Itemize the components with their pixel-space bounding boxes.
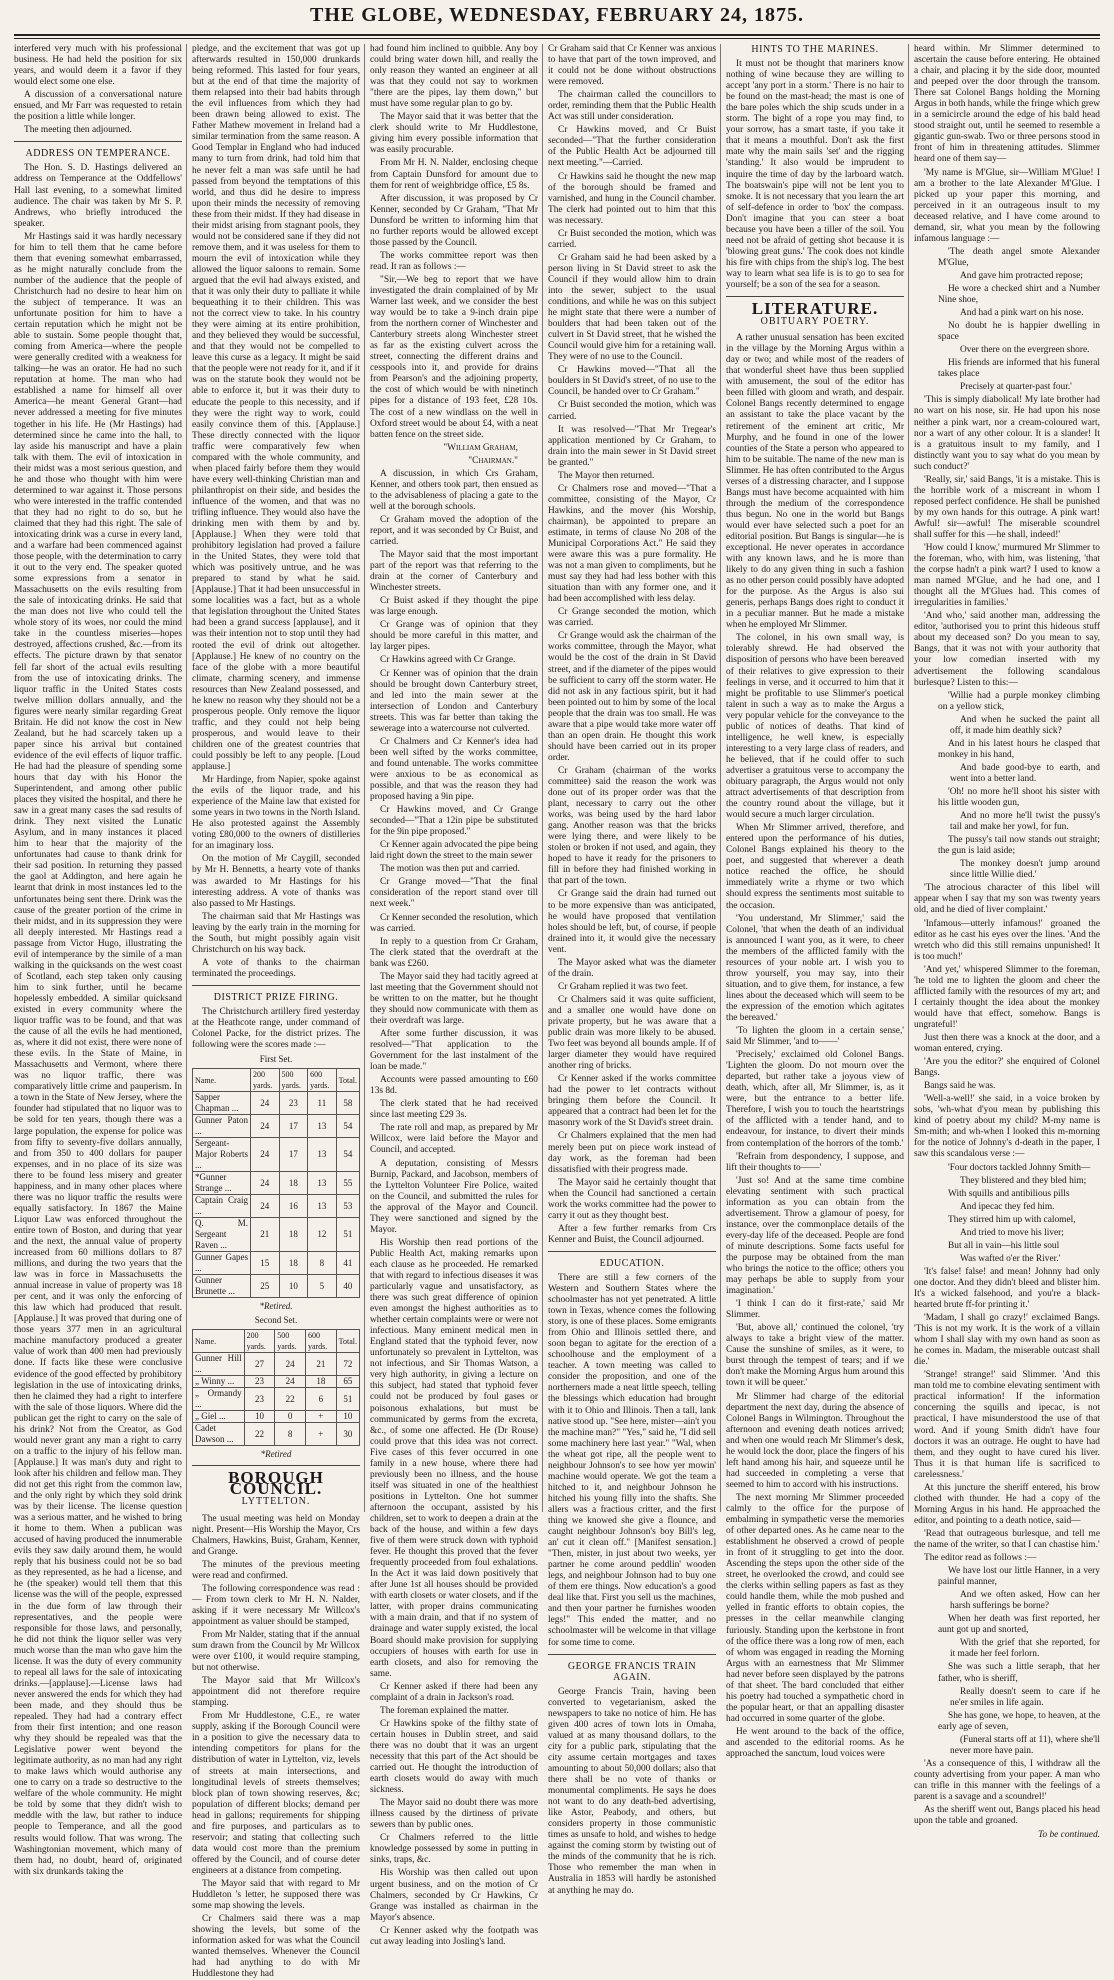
poem-verse xyxy=(914,691,1100,882)
paragraph: 'You understand, Mr Slimmer,' said the Colonel, 'that when the death of an individual is announced I want you, as it were, to cheer the members of the afflicted family with the resources of your noble art. I wish you to throw yourself, you may say, into their situation, and to give them, for instance, a few lines about the deceased which will seem to be the expression of the emotion which agitates the bereaved.' xyxy=(726,913,904,1023)
article-heading: GEORGE FRANCIS TRAIN AGAIN. xyxy=(567,1660,697,1683)
divider xyxy=(726,296,904,297)
paragraph: 'Precisely,' exclaimed old Colonel Bangs. 'Lighten the gloom. Do not mourn over the departed, but rather take a joyous view of death, which, after all, Mr Slimmer, is, as it were, but the entrance to a better life. Therefore, I wish you to touch the heartstrings of the afflicted with a tender hand, and to endeavour, for instance, to divert their minds from contemplation of the horrors of the tomb.' xyxy=(726,1050,904,1149)
paragraph: The foreman explained the matter. xyxy=(380,1705,509,1716)
paragraph: 'Madam, I shall go crazy!' exclaimed Bangs. 'This is not my work. It is the work of a villain whom I shall slay with my own hand as soon as he comes in. Madam, the miserable outcast shall die.' xyxy=(914,1313,1100,1368)
masthead-rule-thin xyxy=(14,38,1100,39)
verse-line: Was wafted o'er the River.' xyxy=(960,1253,1061,1264)
paragraph: In reply to a question from Cr Graham, The clerk stated that the overdraft at the bank was £260. xyxy=(370,936,538,969)
paragraph: Cr Hawkins said he thought the new map of the borough should be framed and varnished, and hung in the Council chamber. The clerk had pointed out to him that this was necessary. xyxy=(548,171,716,226)
verse-line: 'The death angel smote Alexander M'Glue, xyxy=(938,246,1100,268)
paragraph: Bangs said he was. xyxy=(924,1081,996,1092)
table-cell: 15 xyxy=(250,1252,279,1275)
paragraph: The clerk stated that he had received since last meeting £29 3s. xyxy=(370,1099,538,1121)
paragraph: Cr Hawkins moved, and Cr Grange seconded—"That a 12in pipe be substituted for the 9in pipe proposed." xyxy=(370,805,538,838)
paragraph: Cr Hawkins spoke of the filthy state of certain houses in Dublin street, and said there was no doubt that it was an urgent necessity that this part of the Act should be carried out. He thought the introduction of earth closets would do away with much sickness. xyxy=(370,1718,538,1796)
paragraph: Just then there was a knock at the door, and a woman entered, crying. xyxy=(914,1032,1100,1055)
table-cell: Captain Craig ... xyxy=(193,1195,251,1218)
paragraph: Cr Hawkins moved—"That all the boulders in St David's street, of no use to the Council, be handed over to Cr Graham." xyxy=(548,365,716,398)
table-header-cell: 200 yards. xyxy=(250,1069,279,1092)
table-cell: 17 xyxy=(279,1115,308,1138)
verse-line: No doubt he is happier dwelling in space xyxy=(938,321,1100,343)
verse-line: The monkey doesn't jump around since little Willie died.' xyxy=(950,859,1100,881)
table-header-cell: 500 yards. xyxy=(279,1069,308,1092)
table-cell: 51 xyxy=(336,1218,359,1252)
verse-line: (Funeral starts off at 11), where she'll never more have pain. xyxy=(950,1734,1100,1756)
paragraph: From Mr Nalder, stating that if the annual sum drawn from the Council by Mr Willcox were over £100, it would require stamping, but not otherwise. xyxy=(192,1629,360,1674)
paragraph: When Mr Slimmer arrived, therefore, and entered upon the performance of his duties, Colonel Bangs explained his theory to the poet, and suggested that wherever a death notice reached the office, he should immediately write a rhyme or two which should express the sentiments most suitable to the occasion. xyxy=(726,823,904,911)
divider xyxy=(192,985,360,986)
verse-line: 'Oh! no more he'll shoot his sister with his little wooden gun, xyxy=(938,787,1100,809)
table-cell: 24 xyxy=(250,1138,279,1172)
article-heading: ADDRESS ON TEMPERANCE. xyxy=(25,148,171,160)
table-cell: 21 xyxy=(305,1353,336,1376)
verse-line: His friends are informed that his funeral takes place xyxy=(938,358,1100,380)
paragraph: A discussion, in which Crs Graham, Kenner, and others took part, then ensued as to the advisableness of placing a gate to the well at the borough schools. xyxy=(370,468,538,512)
column-2 xyxy=(192,44,360,1980)
table-cell: 24 xyxy=(250,1115,279,1138)
table-cell: Sapper Chapman ... xyxy=(193,1092,251,1115)
paragraph: 'Refrain from despondency, I suppose, and lift their thoughts to——' xyxy=(726,1151,904,1173)
paragraph: Cr Chalmers referred to the little knowledge possessed by some in putting in sinks, traps, &c. xyxy=(370,1833,538,1866)
paragraph: 'I think I can do it first-rate,' said Mr Slimmer. xyxy=(726,1299,904,1321)
paragraph: His Worship was then called out upon urgent business, and on the motion of Cr Chalmers, seconded by Cr Hawkins, Cr Grange was installed as chairman in the Mayor's absence. xyxy=(370,1868,538,1923)
table-cell: 0 xyxy=(275,1411,306,1423)
table-cell: 13 xyxy=(308,1138,337,1172)
paragraph: The Mayor said that with regard to Mr Huddleton 's letter, he supposed there was some map showing the levels. xyxy=(192,1879,360,1912)
paragraph: 'Infamous—utterly infamous!' groaned the editor as he cast his eyes over the lines. 'And the wretch who did this still remains unpunished! It is too much!' xyxy=(914,918,1100,962)
divider xyxy=(14,141,182,142)
column-5 xyxy=(726,44,904,1760)
table-header-cell: 600 yards. xyxy=(305,1330,336,1353)
paragraph: 'How could I know,' murmured Mr Slimmer to the foreman, who, with him, was listening, 'that the corpse hadn't a pink wart? I used to know a man named M'Glue, and he had one, and I thought all the M'Glues had. This comes of irregularities in families.' xyxy=(914,543,1100,609)
table-cell: 10 xyxy=(244,1411,275,1423)
table-cell: 11 xyxy=(308,1092,337,1115)
table-cell: 6 xyxy=(305,1388,336,1411)
paragraph: The rate roll and map, as prepared by Mr Willcox, were laid before the Mayor and Council, and accepted. xyxy=(370,1123,538,1156)
table-row xyxy=(193,1115,360,1138)
table-row xyxy=(193,1411,360,1423)
verse-line: And in his latest hours he clasped that monkey in his hand, xyxy=(938,738,1100,760)
column-rule xyxy=(720,44,721,1512)
paragraph: The meeting then adjourned. xyxy=(24,125,132,136)
table-cell: 53 xyxy=(336,1195,359,1218)
table-cell: 24 xyxy=(275,1376,306,1388)
paragraph: Cr Kenner asked if there had been any complaint of a drain in Jackson's road. xyxy=(370,1681,538,1703)
paragraph: On the motion of Mr Caygill, seconded by Mr H. Bennetts, a hearty vote of thanks was awarded to Mr Hastings for his interesting address. A vote of thanks was also passed to Mr Hastings. xyxy=(192,854,360,909)
paragraph: After some further discussion, it was resolved—"That application to the Government for the last instalment of the loan be made." xyxy=(370,1028,538,1073)
paragraph: After a few further remarks from Crs Kenner and Buist, the Council adjourned. xyxy=(548,1223,716,1245)
paragraph: 'Are you the editor?' she enquired of Colonel Bangs. xyxy=(914,1057,1100,1079)
paragraph: Cr Hawkins moved, and Cr Buist seconded—"That the further consideration of the Public Health Act be adjourned till next meeting."—Carried. xyxy=(548,125,716,169)
paragraph: Cr Graham replied it was two feet. xyxy=(558,981,688,992)
paragraph: Cr Grange said the drain had turned out to be more expensive than was anticipated, he would have proposed that ventilation holes should be left, but, of course, if people drained into it, it would give the necessary vent. xyxy=(548,889,716,955)
table-row xyxy=(193,1092,360,1115)
table-cell: Gunner Hill ... xyxy=(193,1353,245,1376)
paragraph: The Mayor said they had tacitly agreed at last meeting that the Government should not be written to on the matter, but he thought they should now communicate with them as their overdraft was large. xyxy=(370,971,538,1026)
table-cell: „ Giel ... xyxy=(193,1411,245,1423)
table-cell: Gunner Brunette ... xyxy=(193,1275,251,1298)
table-cell: „ Ormandy ... xyxy=(193,1388,245,1411)
paragraph: The next morning Mr Slimmer proceeded calmly to the office for the purpose of embalming in sympathetic verse the memories of other departed ones. As he came near to the establishment he observed a crowd of people in front of it struggling to get into the door. Ascending the steps upon the other side of the street, he overlooked the crowd, and could see the clerks within selling papers as fast as they could handle them, while the mob pushed and yelled in frantic efforts to obtain copies, the presses in the cellar meanwhile clanging furiously. Standing upon the kerbstone in front of the office there was a long row of men, each of whom was engaged in reading the Morning Argus with an earnestness that Mr Slimmer had never before seen displayed by the patrons of that sheet. The bard concluded that either his poetry had touched a sympathetic chord in the popular heart, or that an appalling disaster had occurred in some quarter of the globe. xyxy=(726,1492,904,1724)
table-row xyxy=(193,1275,360,1298)
paragraph: The Mayor said that Mr Willcox's appointment did not therefore require stamping. xyxy=(192,1676,360,1709)
verse-line: We have lost our little Hanner, in a very painful manner, xyxy=(938,1566,1100,1588)
table-header-cell: Total. xyxy=(336,1330,359,1353)
poem-verse xyxy=(914,247,1100,394)
table-cell: 10 xyxy=(279,1275,308,1298)
column-4 xyxy=(548,44,716,1896)
continuation-note: To be continued. xyxy=(1038,1830,1100,1841)
table-row xyxy=(193,1376,360,1388)
table-cell: 18 xyxy=(305,1376,336,1388)
table-cell: 21 xyxy=(250,1218,279,1252)
paragraph: A deputation, consisting of Messrs Burnip, Packard, and Jacobson, members of the Lyttelton Volunteer Fire Police, waited on the Council, and submitted the rules for the approval of the Mayor and Council. They were sanctioned and signed by the Mayor. xyxy=(370,1158,538,1235)
paragraph: As the sheriff went out, Bangs placed his head upon the table and groaned. xyxy=(914,1805,1100,1827)
table-row xyxy=(193,1172,360,1195)
table-cell: 8 xyxy=(308,1252,337,1275)
paragraph: After discussion, it was proposed by Cr Kenner, seconded by Cr Graham, "That Mr Dunsford be written to informing him that no further reports would be allowed except those passed by the Council. xyxy=(370,193,538,248)
table-row xyxy=(193,1195,360,1218)
table-cell: 5 xyxy=(308,1275,337,1298)
paragraph: 'Well-a-well!' she said, in a voice broken by sobs, 'wh-what d'you mean by publishing this kind of poetry about my child? M-my name is Sm-mith; and wh-when I looked this m-morning for the notice of Johnny's d-death in the paper, I saw this scandalous verse :— xyxy=(914,1094,1100,1160)
paragraph: The motion was then put and carried. xyxy=(380,864,520,875)
paragraph: George Francis Train, having been converted to vegetarianism, asked the newspapers to take no notice of him. He has given 400 acres of town lots in Omaha, valued at as many thousand dollars, to the city for a public park, stipulating that the city assume certain mortgages and taxes amounting to about 50,000 dollars; also that there shall be no vote of thanks or monumental compliments. He says he does not want to do any death-bed advertising, like Astor, Peabody, and others, but considers property in those communistic times as unsafe to hold, and wishes to hedge against the coming storm by twisting out of the minds of the community that he is rich. Those who remember the man when in Australia in 1853 will hardly be astonished at anything he may do. xyxy=(548,1686,716,1896)
column-rule xyxy=(908,44,909,1512)
paragraph: The Christchurch artillery fired yesterday at the Heathcote range, under command of Colonel Packe, for the district prizes. The following were the scores made :— xyxy=(192,1006,360,1051)
paragraph: At this juncture the sheriff entered, his brow clothed with thunder. He had a copy of the Morning Argus in his hand. He approached the editor, and pointing to a death notice, said— xyxy=(914,1482,1100,1526)
table-cell: Q. M. Sergeant Raven ... xyxy=(193,1218,251,1252)
paragraph: "Sir,—We beg to report that we have investigated the drain complained of by Mr Warner last week, and we consider the best way would be to take a 9-inch drain pipe from the northern corner of Winchester and Canterbury streets along Winchester street as far as the existing culvert across the street, connecting the different drains and cesspools into it, and provide for drains from Pearson's and the adjoining property, the cost of which would be with ninetinch pipes for a distance of 193 feet, £28 10s. The cost of a new windlass on the well in Oxford street would be about £4, with a neat batten fence on the street side. xyxy=(370,274,538,440)
table-header-cell: 500 yards. xyxy=(275,1330,306,1353)
table-cell: 8 xyxy=(275,1423,306,1446)
paragraph: His Worship then read portions of the Public Health Act, making remarks upon each clause as he proceeded. He remarked that with regard to infectious diseases it was particularly vague and unsatisfactory, as there was such great difference of opinion even amongst the highest authorities as to whether certain complaints were or were not infectious. Many eminent medical men in England stated that the typhoid fever, now unfortunately so prevalent in Lyttelton, was not infectious, and Sir Thomas Watson, a very high authority, in giving a lecture on this subject, had stated that typhoid fever could not be produced by foul gases or poisonous exhalations, but must be communicated by germs from the excreta, &c., of some one affected. He (Dr Rouse) could prove that this idea was not correct. Five cases of this fever occurred in one family in a new house, where there had previously been no illness, and the house itself was situated in one of the healthiest positions in Lyttelton. One hot summer afternoon the occupant, assisted by his children, set to work to deepen a drain at the back of the house, and within a few days five of them were struck down with typhoid fever. He thought this proved that the fever frequently proceeded from foul exhalations. In the Act it was laid down positively that after June 1st all houses should be provided with earth closets or water closets, and if the latter, with proper drains communicating with a main drain, and that if no system of drainage and water supply existed, the local Board should make provision for supplying occupiers of houses with earth for use in earth closets, and also for removing the same. xyxy=(370,1237,538,1679)
signature-title: "Chairman." xyxy=(468,455,518,466)
paragraph: A vote of thanks to the chairman terminated the proceedings. xyxy=(192,957,360,979)
article-subheading: LYTTELTON. xyxy=(241,1496,311,1508)
paragraph: From Mr Huddlestone, C.E., re water supply, asking if the Borough Council were in a position to give the necessary data to intending competitors for plans for the distribution of water in Lyttelton, viz, levels of streets at main intersections, and longitudinal levels of streets themselves; block plan of town showing reserves, &c; population of different blocks; demand per head in gallons; requirements for shipping and fire purposes, and particulars as to reservoir; and stating that collecting such data would cost more than the premium offered by the Council, and of course deter engineers at a distance from competing. xyxy=(192,1711,360,1876)
paragraph: Cr Kenner asked if the works committee had the power to let contracts without bringing them before the Council. It appeared that a contract had been let for the masonry work of the St David's street drain. xyxy=(548,1074,716,1129)
table-row xyxy=(193,1423,360,1446)
column-1 xyxy=(14,44,182,1877)
section-heading: LITERATURE. xyxy=(751,299,879,319)
table-cell: Gunner Gapes ... xyxy=(193,1252,251,1275)
table-cell: Sergeant-Major Roberts ... xyxy=(193,1138,251,1172)
table-cell: 54 xyxy=(336,1115,359,1138)
table-cell: 10 xyxy=(336,1411,359,1423)
poem-verse xyxy=(914,1163,1100,1265)
table-cell: 18 xyxy=(279,1252,308,1275)
paragraph: The chairman said that Mr Hastings was leaving by the early train in the morning for the South, but might possibly again visit Christchurch on his way back. xyxy=(192,911,360,955)
verse-line: Over there on the evergreen shore. xyxy=(960,345,1090,356)
paragraph: The Mayor said no doubt there was more illness caused by the dirtiness of private sewers than by public ones. xyxy=(370,1798,538,1831)
table-cell: 51 xyxy=(336,1388,359,1411)
paragraph: From Mr H. N. Nalder, enclosing cheque from Captain Dunsford for amount due to them for rent of weighbridge office, £5 8s. xyxy=(370,158,538,191)
verse-line: And no more he'll twist the pussy's tail and make her yowl, for fun. xyxy=(950,811,1100,833)
table-cell: *Gunner Strange ... xyxy=(193,1172,251,1195)
masthead: THE GLOBE, WEDNESDAY, FEBRUARY 24, 1875. xyxy=(309,4,805,26)
table-cell: 17 xyxy=(279,1138,308,1172)
scores-table-first xyxy=(192,1068,360,1298)
paragraph: 'Read that outrageous burlesque, and tell me the name of the writer, so that I can chastise him.' xyxy=(914,1528,1100,1550)
divider xyxy=(548,1251,716,1252)
table-header-cell: 600 yards. xyxy=(308,1069,337,1092)
article-heading: DISTRICT PRIZE FIRING. xyxy=(213,991,339,1003)
table-header-cell: 200 yards. xyxy=(244,1330,275,1353)
paragraph: Cr Chalmers and Cr Kenner's idea had been well sifted by the works committee, and found untenable. The works committee were anxious to be as economical as possible, and that was the reason they had proposed having a 9in pipe. xyxy=(370,736,538,803)
paragraph: It must not be thought that mariners know nothing of wine because they are willing to accept 'any port in a storm.' There is no hair to be found on the mast-head; the mast is one of the bare poles which the ship scuds under in a storm. The bight of a rope you may find, to your sorrow, has a smart taste, if you take it that it means a mouthful. Don't ask the first mate why the main sails 'set' and the rigging 'standing.' It also would be imprudent to inquire the time of day by the larboard watch. The boatswain's pipe will not be lent you to smoke. It is not necessary that you learn the art of self-defence in order to 'box' the compass. Don't imagine that you can steer a boat because you have been a tiller of the soil. You need not be afraid of getting shot because it is 'blowing great guns.' The cook does not kindle his fire with chips from the ship's log. The best way to learn what sea life is is to go to sea for yourself; be a son of the sea for a season. xyxy=(726,59,904,290)
table-cell: 27 xyxy=(244,1353,275,1376)
paragraph: 'To lighten the gloom in a certain sense,' said Mr Slimmer, 'and to——' xyxy=(726,1026,904,1048)
table-cell: 12 xyxy=(308,1218,337,1252)
table-cell: 24 xyxy=(250,1092,279,1115)
paragraph: The Mayor said that the most important part of the report was that referring to the drain at the corner of Canterbury and Winchester streets. xyxy=(370,550,538,594)
paragraph: The usual meeting was held on Monday night. Present—His Worship the Mayor, Crs Chalmers, Hawkins, Buist, Graham, Kenner, and Grange. xyxy=(192,1513,360,1557)
verse-line: When her death was first reported, her aunt got up and snorted, xyxy=(938,1614,1100,1636)
paragraph: 'My name is M'Glue, sir—William M'Glue! I am a brother to the late Alexander M'Glue. I picked up your paper this morning, and perceived in it an outrageous insult to my deceased relative, and I have come around to demand, sir, what you mean by the following infamous language :— xyxy=(914,167,1100,244)
poem-verse xyxy=(914,1566,1100,1757)
paragraph: Mr Slimmer had charge of the editorial department the next day, during the absence of Colonel Bangs in Wilmington. Throughout the afternoon and evening death notices arrived; and when one would reach Mr Slimmer's desk, he would lock the door, place the fingers of his left hand among his hair, and squeeze until he had succeeded in completing a verse that seemed to him to accord with his instructions. xyxy=(726,1391,904,1490)
table-cell: 22 xyxy=(244,1423,275,1446)
table-cell: 65 xyxy=(336,1376,359,1388)
verse-line: And when he sucked the paint all off, it made him deathly sick? xyxy=(950,714,1100,736)
article-heading: HINTS TO THE MARINES. xyxy=(751,44,879,55)
paragraph: Cr Buist asked if they thought the pipe was large enough. xyxy=(370,596,538,618)
retired-note: *Retired xyxy=(260,1449,292,1460)
verse-line: She has gone, we hope, to heaven, at the early age of seven, xyxy=(938,1710,1100,1732)
paragraph: Mr Hardinge, from Napier, spoke against the evils of the liquor trade, and his experience of the Maine law that existed for some years in two towns in the North Island. He also protested against the Assembly voting £80,000 to the owners of distilleries for an imaginary loss. xyxy=(192,775,360,852)
paragraph: The Mayor asked what was the diameter of the drain. xyxy=(548,957,716,979)
verse-line: And we often asked, How can her harsh sufferings be borne? xyxy=(950,1590,1100,1612)
table-cell: 58 xyxy=(336,1092,359,1115)
table-cell: 30 xyxy=(336,1423,359,1446)
table-cell: 13 xyxy=(308,1115,337,1138)
paragraph: Cr Chalmers said it was quite sufficient, and a smaller one would have done on private property, but he was aware that a public drain was more likely to be abused. Two feet was beyond all bounds ample. If of larger diameter they would have required another ring of bricks. xyxy=(548,994,716,1072)
paragraph: A rather unusual sensation has been excited in the village by the Morning Argus within a day or two; and while most of the readers of that wonderful sheet have thus been supplied with amusement, the soul of the editor has been filled with gloom and wrath, and despair. Colonel Bangs recently determined to engage an assistant to take the place vacant by the retirement of the eminent art critic, Mr Murphy, and he found in one of the lower counties of the State a person who appeared to him to be suitable. The name of the new man is Slimmer. He has often contributed to the Argus verses of a distressing character, and I suppose Bangs must have become acquainted with him through the medium of the correspondence thus begun. No one in the world but Bangs would ever have selected such a poet for an editorial position. But Bangs is singular—he is exceptional. He never operates in accordance with any known laws, and he is more than likely to do any given thing in such a fashion as no other person could possibly have adopted for the purpose. As the Argus is also sui generis, perhaps Bangs does right to conduct it in a peculiar manner. But he made a mistake when he employed Mr Slimmer. xyxy=(726,333,904,631)
table-row xyxy=(193,1353,360,1376)
paragraph: The Hon. S. D. Hastings delivered an address on Temperance at the Oddfellows' Hall last evening, to a somewhat limited audience. The chair was taken by Mr S. P. Andrews, who briefly introduced the speaker. xyxy=(14,163,182,229)
table-cell: 18 xyxy=(279,1172,308,1195)
paragraph: Mr Hastings said it was hardly necessary for him to tell them that he came before them that evening somewhat embarrassed, as he might naturally conclude from the number of the audience that the people of Christchurch had no desire to hear him on the subject of temperance. It was an unfortunate position for him to have a certain reputation which he might not be able to sustain. Some people thought that, coming from America—where the people were generally credited with a weakness for talking—he was an orator. He had no such reputation at home. The man who had established a name for himself all over America—he meant General Grant—had never addressed a meeting for five minutes together in his life. He (Mr Hastings) had determined since he came into the hall, to lay aside his manuscript and have a plain talk with them. The evil of intoxication in their midst was a most serious question, and he and those who thought with him were determined to war against it. Those persons who were interested in the traffic contended that they had no right to do so, but he claimed that they had this right. The sale of intoxicating drink was a curse in every land, and a warfare had been commenced against those people, with the determination to carry it out to the very end. The speaker quoted some expressions from a senator in Massachusetts on the evils resulting from the sale of intoxicating drinks. He said that the man does not live who could tell the whole story of its woes, nor could the mind take in the countless miseries—hopes destroyed, affections crushed, &c.—from its effects. The picture drawn by that senator fell far short of the actual evils resulting from the use of intoxicating drinks. The liquor traffic in the United States costs twelve million dollars annually, and the figures were nearly similar regarding Great Britain. He did not know the cost in New Zealand, but he had scarcely taken up a paper since his arrival but contained evidence of the evil effects of liquor traffic. He had had the pleasure of spending some hours that day with his Honor the Superintendent, and among other public places they visited the hospital, and there he saw in a great many cases the sad results of drink. They next visited the Lunatic Asylum, and in many instances it placed him to hear that the majority of the unfortunates had cause to thank drink for their sad position. In returning they passed the gaol at Addington, and here again he learnt that drink in most instances led to the unfortunates being sent there. Drink was the cause of the greater portion of the crime in their midst, and in its suppression they were all deeply interested. Mr Hastings read a passage from Victor Hugo, illustrating the evil of intemperance by the simile of a man walking in the quicksands on the west coast of Scotland, each step taken only causing him to sink further, until he became hopelessly embedded. A similar quicksand existed in every community where the liquor traffic was to be found, and that was the cause of all the evils he had mentioned, as, where it did not exist, there were none of these evils. In the State of Maine, in Massachusetts and Vermont, where there was no liquor traffic, there was comparatively little crime and pauperism. In a town in the State of New Jersey, where the founder had stipulated that no liquor was to be sold for ten years, though there was a large population, the expense for police was from fifty to seventy-five dollars annually, and from 350 to 400 dollars for pauper expenses, and in no place of its size was there to be found less misery and greater happiness, and in many other places where there was no liquor traffic the results were equally satisfactory. In 1867 the Maine Liquor Law was enforced throughout the entire town of Boston, and during that year and the next, the annual value of property increased from 60 millions dollars to 87 millions, and during the two years that the law was in force in Massachusetts the annual increase in value of property was 18 per cent, and it was only the enforcing of this law which had produced that result. [Applause.] It was proved that during one of those years 377 men in an agricultural machine manufactory produced a greater value of work than 400 men had previously done. If facts like these were conclusive evidence of the good effected by prohibitory legislation in the use of intoxicating drinks, then he claimed they had a right to interfere with the sale of those liquors. Where did the publican get the right to carry on the sale of his drink? Not from the Creator, as God would never grant any man a right to carry on a traffic to the injury of his fellow man. [Applause.] It was man's duty and right to look after his children and fellow man. They did not get this right from the common law, and the only right by which they sold drink was by their license. The license question was a serious matter, and he wished to bring it home to them. When a publican was accused of having produced the innumerable evils they saw daily around them, he would reply that his business could not be so bad as they represented, as he had a license, and he (the speaker) would tell them that this license was the will of the people, expressed in the due form of law through their representatives, and the people were responsible for those laws, and personally, he did not think the liquor seller was very much worse than the man who gave him the license. It was the duty of every community to repeal all laws for the sale of intoxicating drinks.—[applause].—License laws had never answered the ends for which they had been made, and they should thus be repealed. They had had a contrary effect from their first intention; and one reason why they should be repealed was that the Legislative power went beyond the legitimate authority, as no man had any right to make laws which would authorise any one to carry on a trade so destructive to the welfare of the whole community. He might be told by some that they didn't wish to meddle with the law, but rather to induce people to Temperance, and all the good results would follow. That was wrong. The Washingtonian movement, which many of them had, no doubt, heard of, originated with six drunkards taking the xyxy=(14,231,182,1877)
table-cell: 22 xyxy=(275,1388,306,1411)
paragraph: had found him inclined to quibble. Any boy could bring water down hill, and really the only reason they wanted an engineer at all was that they could not say to workmen "there are the pipes, lay them down," but must have some regular plan to go by. xyxy=(370,44,538,110)
verse-line: And bade good-bye to earth, and went into a better land. xyxy=(950,762,1100,784)
column-rule xyxy=(364,44,365,1512)
table-cell: Cadet Dawson ... xyxy=(193,1423,245,1446)
set-label: First Set. xyxy=(259,1054,293,1065)
paragraph: The following correspondence was read :— From town clerk to Mr H. N. Nalder, asking if it were necessary Mr Willcox's appointment as valuer should be stamped, xyxy=(192,1583,360,1627)
table-row xyxy=(193,1138,360,1172)
table-cell: „ Winny ... xyxy=(193,1376,245,1388)
paragraph: The Mayor said that it was better that the clerk should write to Mr Huddlestone, giving him every possible information that was easily procurable. xyxy=(370,112,538,156)
table-row xyxy=(193,1218,360,1252)
verse-line: With squills and antibilious pills xyxy=(948,1188,1070,1199)
verse-line: They stirred him up with calomel, xyxy=(948,1214,1076,1225)
paragraph: Cr Grange was of opinion that they should be more careful in this matter, and lay larger pipes. xyxy=(370,620,538,653)
paragraph: 'Just so! And at the same time combine elevating sentiment with such practical information as you can obtain from the advertisement. Throw a glamour of poesy, for instance, over the commonplace details of the every-day life of the deceased. People are fond of minute descriptions. Some facts useful for the purpose may be obtained from the man who brings the notice to the office; others you may perhaps be able to supply from your imagination.' xyxy=(726,1175,904,1297)
paragraph: Cr Kenner was of opinion that the drain should be brought down Canterbury street, and led into the main sewer at the intersection of London and Canterbury streets. This was far better than taking the sewerage into a watercourse not culverted. xyxy=(370,668,538,734)
table-cell: 55 xyxy=(336,1172,359,1195)
masthead-rule xyxy=(14,34,1100,36)
divider xyxy=(548,1654,716,1655)
paragraph: 'Really, sir,' said Bangs, 'it is a mistake. This is the horrible work of a miscreant in whom I reposed perfect confidence. He shall be punished by my own hands for this outrage. A pink wart! Awful! sir—awful! The miserable scoundrel shall suffer for this —he shall, indeed!' xyxy=(914,474,1100,540)
table-header-cell: Name. xyxy=(193,1069,251,1092)
table-cell: + xyxy=(305,1423,336,1446)
paragraph: Cr Grange moved—"That the final consideration of the report stand over till next week." xyxy=(370,877,538,910)
verse-line: And had a pink wart on his nose. xyxy=(960,308,1084,319)
table-header-cell: Total. xyxy=(336,1069,359,1092)
paragraph: Cr Grange seconded the motion, which was carried. xyxy=(548,607,716,629)
verse-line: And gave him protracted repose; xyxy=(960,270,1083,281)
paragraph: Accounts were passed amounting to £60 13s 8d. xyxy=(370,1075,538,1097)
retired-note: *Retired. xyxy=(259,1301,293,1312)
paragraph: Cr Graham said that Cr Kenner was anxious to have that part of the town improved, and it could not be done without obstructions were removed. xyxy=(548,44,716,88)
paragraph: The Mayor said he certainly thought that when the Council had sanctioned a certain work the works committee had the power to carry it out as they thought best. xyxy=(548,1177,716,1221)
paragraph: Cr Graham moved the adoption of the report, and it was seconded by Cr Buist, and carried. xyxy=(370,514,538,548)
table-cell: 40 xyxy=(336,1275,359,1298)
verse-line: Really doesn't seem to care if he ne'er smiles in life again. xyxy=(950,1686,1100,1708)
paragraph: Cr Graham said he had been asked by a person living in St David street to ask the Council if they would allow him to drain into the sewer, subject to the usual conditions, and while he was on this subject he might state that there were a number of boulders that had been taken out of the culvert in St David street, that he wished the Council would give him for a retaining wall. They were of no use to the Council. xyxy=(548,252,716,363)
paragraph: heard within. Mr Slimmer determined to ascertain the cause before entering. He obtained a chair, and placing it by the side door, mounted and peeped over the door through the transom. There sat Colonel Bangs holding the Morning Argus in both hands, while the fringe which grew in a semicircle around the edge of his bald head stood straight out, until he seemed to resemble a gigantic gun-swab. Two or three persons stood in front of him in threatening attitudes. Slimmer heard one of them say— xyxy=(914,44,1100,165)
paragraph: Cr Buist seconded the motion, which was carried. xyxy=(548,400,716,422)
set-label: Second Set. xyxy=(254,1315,298,1326)
paragraph: 'And who,' said another man, addressing the editor, 'authorised you to print this hideous stuff about my deceased son? Do you mean to say, Bangs, that it was not with your authority that your low comedian inserted with my advertisement the following scandalous burlesque? Listen to this:— xyxy=(914,611,1100,688)
article-heading: BOROUGH COUNCIL. xyxy=(228,1468,324,1499)
column-rule xyxy=(186,44,187,1512)
table-row xyxy=(193,1252,360,1275)
paragraph: 'It's false! false! and mean! Johnny had only one doctor. And they didn't bleed and blister him. It's a wicked falsehood, and you're a black-hearted brute ff-for printing it.' xyxy=(914,1266,1100,1311)
paragraph: Cr Kenner seconded the resolution, which was carried. xyxy=(370,912,538,934)
verse-line: And tried to move his liver; xyxy=(960,1227,1064,1238)
paragraph: The chairman called the councillors to order, reminding them that the Public Health Act was still under consideration. xyxy=(548,90,716,123)
column-6 xyxy=(914,44,1100,1841)
article-heading: EDUCATION. xyxy=(599,1257,665,1269)
paragraph: Cr Hawkins agreed with Cr Grange. xyxy=(380,655,516,666)
table-cell: 25 xyxy=(250,1275,279,1298)
table-cell: 13 xyxy=(308,1195,337,1218)
table-cell: 24 xyxy=(250,1172,279,1195)
paragraph: Cr Kenner again advocated the pipe being laid right down the street to the main sewer xyxy=(370,840,538,862)
column-rule xyxy=(542,44,543,1512)
paragraph: 'And yet,' whispered Slimmer to the foreman, 'he told me to lighten the gloom and cheer the afflicted family with the resources of my art; and I certainly thought the idea about the monkey would have that effect, somehow. Bangs is ungrateful!' xyxy=(914,964,1100,1030)
paragraph: Cr Grange would ask the chairman of the works committee, through the Mayor, what would be the cost of the drain in St David street, and if the diameter of the pipes would be sufficient to carry off the storm water. He did not ask in any factious spirit, but it had been pointed out to him by some of the local people that the drain was too small. He was aware that a pipe would take more water off than an open drain. He thought this work should have been carried out in its proper order. xyxy=(548,631,716,763)
table-row xyxy=(193,1388,360,1411)
paragraph: Cr Chalmers rose and moved—"That a committee, consisting of the Mayor, Cr Hawkins, and the mover (his Worship, chairman), be appointed to prepare an estimate, in terms of clause No 208 of the Municipal Corporations Act." He said they were aware this was a pure formality. He was not a man given to compliments, but he must say they had had less bother with this situation than with any former one, and it had been accomplished with less delay. xyxy=(548,483,716,605)
divider xyxy=(192,1465,360,1466)
paragraph: The editor read as follows :— xyxy=(924,1553,1037,1564)
paragraph: The colonel, in his own small way, is tolerably shrewd. He had observed the disposition of persons who have been bereaved of their relatives to give expression to their feelings in verse, and it occurred to him that it might be profitable to use Slimmer's poetical talent in such a way as to make the Argus a very popular vehicle for the conveyance to the public of notices of deaths. That kind of intelligence, he well knew, is especially interesting to a very large class of readers, and he believed, that if he could offer to such advertiser a gratuitous verse to accompany the obituary paragraph, the Argus would not only attract advertisements of that description from the country round about the village, but it would secure a much larger circulation. xyxy=(726,633,904,821)
table-cell: 18 xyxy=(279,1218,308,1252)
paragraph: 'But, above all,' continued the colonel, 'try always to take a bright view of the matter. Cause the sunshine of smiles, as it were, to burst through the tempest of tears; and if we don't make the Morning Argus hum around this town it will be queer.' xyxy=(726,1323,904,1389)
paragraph: The works committee report was then read. It ran as follows :— xyxy=(370,250,538,272)
verse-line: With the grief that she reported, for it made her feel forlorn. xyxy=(950,1638,1100,1660)
paragraph: It was resolved—"That Mr Tregear's application mentioned by Cr Graham, to drain into the main sewer in St David street be granted." xyxy=(548,424,716,468)
paragraph: 'This is simply diabolical! My late brother had no wart on his nose, sir. He had upon his nose neither a pink wart, nor a cream-coloured wart, nor a wart of any other colour. It is a slander! It is a gratuitous insult to my family, and I distinctly want you to say what do you mean by such conduct?' xyxy=(914,395,1100,472)
table-cell: 54 xyxy=(336,1138,359,1172)
table-cell: 13 xyxy=(308,1172,337,1195)
table-cell: Gunner Paton ... xyxy=(193,1115,251,1138)
paragraph: The Mayor then returned. xyxy=(558,470,655,481)
verse-line: 'Willie had a purple monkey climbing on a yellow stick, xyxy=(938,690,1100,712)
table-cell: 24 xyxy=(250,1195,279,1218)
verse-line: 'Four doctors tackled Johnny Smith— xyxy=(948,1162,1091,1173)
paragraph: 'As a consequence of this, I withdraw all the county advertising from your paper. A man who can trifle in this manner with the feelings of a parent is a savage and a scoundrel!' xyxy=(914,1758,1100,1802)
table-cell: 41 xyxy=(336,1252,359,1275)
verse-line: He wore a checked shirt and a Number Nine shoe, xyxy=(938,283,1100,306)
table-cell: 23 xyxy=(244,1376,275,1388)
verse-line: They blistered and they bled him; xyxy=(960,1175,1087,1186)
paragraph: He went around to the back of the office, and ascended to the editorial rooms. As he approached the sanctum, loud voices were xyxy=(726,1726,904,1760)
paragraph: Cr Chalmers said there was a map showing the levels, but some of the information asked for was what the Council wanted themselves. Whenever the Council had had anything to do with Mr Huddlestone they had xyxy=(192,1914,360,1980)
paragraph: There are still a few corners of the Western and Southern States where the schoolmaster has not yet penetrated. A little town in Texas, whence comes the following story, is one of these places. Some emigrants from Ohio and Illinois settled there, and soon began to agitate for the erection of a schoolhouse and the employment of a teacher. A town meeting was called to consider the proposition, and one of the northerners made a neat little speech, telling the blessings which education had brought with it to Ohio and Illinois. Then a tall, lank native stood up. "See here, mister—ain't you the machine man?" "Yes," said he, "I did sell some machinery here last year." "Wal, when the wheat got ripe, all the people went to neighbour Johnson's to see how yer mowin' machine would operate. We got the team a hitched to it, and neighbour Johnson he hitched his young filly into the shafts. She allers was a fractious critter, and the first thing we knowed she give a flounce, and caught neighbour Johnson's boy Bill's leg, an' cut it clean off." [Manifest sensation.] "Then, mister, in just about two weeks, yer partner he come around peddlin' wooden legs, and neighbour Johnson had to buy one of them ere things. Now education's a good deal like that. First you sell us the machines, and then your partner he furnishes wooden legs!" This ended the matter, and no schoolmaster will be welcome in that village for some time to come. xyxy=(548,1272,716,1648)
signature: "William Graham, xyxy=(443,442,518,453)
paragraph: A discussion of a conversational nature ensued, and Mr Farr was requested to retain the position a little while longer. xyxy=(14,90,182,123)
table-cell: 24 xyxy=(275,1353,306,1376)
paragraph: 'The atrocious character of this libel will appear when I say that my son was twenty years old, and he died of liver complaint.' xyxy=(914,883,1100,916)
scores-table-second xyxy=(192,1329,360,1446)
verse-line: And ipecac they fed him. xyxy=(960,1201,1055,1212)
verse-line: But all in vain—his little soul xyxy=(948,1240,1060,1251)
paragraph: pledge, and the excitement that was got up afterwards resulted in 150,000 drunkards being reformed. This lasted for four years, but at the end of that time the majority of them relapsed into their bad habits through the evil influences from which they had been drawn being allowed to exist. The Father Mathew movement in Ireland had a similar termination from the same reason. A Good Templar in England who had induced many to turn from drink, had told him that he never felt a man was safe until he had passed from beyond the temptations of this world, and thus did he desire to impress upon their minds the necessity of removing these from their midst. If they had disease in their midst arising from stagnant pools, they would not be considered sane if they did not remove them, and it was useless for them to mourn the evil of intoxication while they allowed the liquor saloons to remain. Some argued that the evil had always existed, and that it was only their duty to palliate it while bequeathing it to their children. This was not the correct view to take. In his country they were aiming at its entire prohibition, and they believed they would be successful, and that they would not be compelled to leave this curse as a legacy. It might be said that the people were not ready for it, and if it was on the statute book they would not be able to enforce it, but it was their duty to educate the people to this necessity, and if they were the right way to work, could easily convince them of this. [Applause.] These directly connected with the liquor traffic were comparatively few when compared with the whole community, and when placed fairly before them they would have every well-thinking Christian man and philanthropist on their side, and besides the influence of the women, and that was no trifling influence. They would also have the drinking men with them by and by. [Applause.] When they were told that prohibitory legislation had proved a failure in the United States, they were told that which was positively untrue, and he was prepared to stand by what he said. [Applause.] That it had been unsuccessful in some localities was a fact, but as a whole that legislation throughout the United States had been a grand success [applause], and it was their intention not to stop until they had rooted the evil of drink out altogether. [Applause.] He knew of no country on the face of the globe with a more beautiful climate, charming scenery, and immense resources than New Zealand possessed, and he knew no reason why they should not be a prosperous people. Only remove the liquor traffic, and they could not help being prosperous, and would leave to their children one of the greatest countries that could possibly be left to any people. [Loud applause.] xyxy=(192,44,360,773)
table-cell: + xyxy=(305,1411,336,1423)
table-cell: 16 xyxy=(279,1195,308,1218)
paragraph: interfered very much with his professional business. He had held the position for six years, and would deem it a favor if they would elect some one else. xyxy=(14,44,182,88)
verse-line: The pussy's tail now stands out straight; the gun is laid aside; xyxy=(938,835,1100,857)
paragraph: Cr Chalmers explained that the men had merely been put on piece work instead of day work, as the foreman had been dissatisfied with their progress made. xyxy=(548,1131,716,1175)
article-subheading: OBITUARY POETRY. xyxy=(760,316,870,328)
paragraph: 'Strange! strange!' said Slimmer. 'And this man told me to combine elevating sentiment with practical information! If the information concerning the squills and ipecac, is not practical, I have misunderstood the use of that word. And if young Smith didn't have four doctors it was an outrage. He ought to have had them, and they ought to have cured his liver. Thus it is that human life is sacrificed to carelessness.' xyxy=(914,1370,1100,1480)
table-cell: 23 xyxy=(279,1092,308,1115)
table-cell: 72 xyxy=(336,1353,359,1376)
verse-line: Precisely at quarter-past four.' xyxy=(960,382,1072,393)
table-cell: 23 xyxy=(244,1388,275,1411)
paragraph: The minutes of the previous meeting were read and confirmed. xyxy=(192,1559,360,1581)
verse-line: She was such a little seraph, that her father, who is sheriff, xyxy=(938,1662,1100,1684)
paragraph: Cr Graham (chairman of the works committee) said the reason the work was done out of its proper order was that the plant, necessary to carry out the other works, was being used by the hard labor gang. Another reason was that the bricks were lying there, and were likely to be stolen or broken if not used, and again, they hoped to have it ready for the prisoners to fill in before they had finished working in that part of the town. xyxy=(548,765,716,887)
column-3 xyxy=(370,44,538,1947)
paragraph: Cr Buist seconded the motion, which was carried. xyxy=(548,228,716,250)
paragraph: Cr Kenner asked why the footpath was cut away leading into Josling's land. xyxy=(370,1925,538,1947)
table-header-cell: Name. xyxy=(193,1330,245,1353)
